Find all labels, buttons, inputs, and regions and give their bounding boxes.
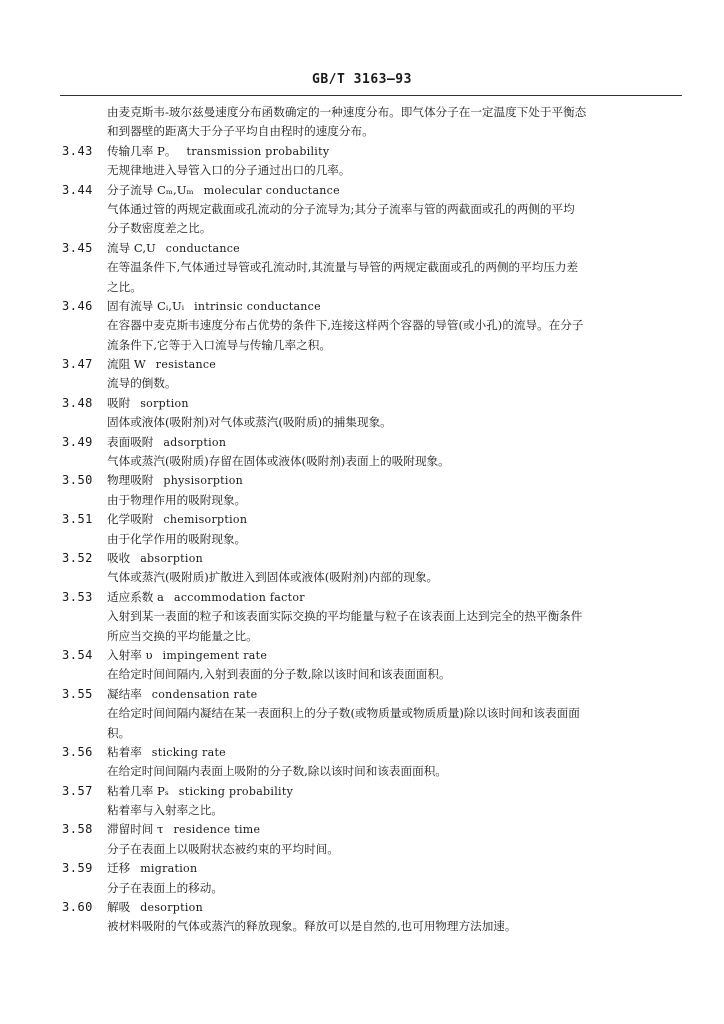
definition-text: 入射到某一表面的粒子和该表面实际交换的平均能量与粒子在该表面上达到完全的热平衡条件 [107, 609, 583, 624]
definition-text: 之比。 [107, 279, 142, 294]
term-heading [107, 859, 197, 878]
definition-text: 无规律地进入导管入口的分子通过出口的几率。 [107, 163, 351, 178]
term-number: 3.54 [62, 647, 93, 662]
term-chinese: 解吸 [107, 900, 131, 915]
term-entry [0, 859, 724, 878]
term-entry [0, 820, 724, 839]
definition-line [0, 374, 724, 393]
term-heading [107, 685, 258, 704]
term-heading [107, 898, 203, 917]
document-body [0, 103, 724, 937]
definition-text: 流条件下,它等于入口流导与传输几率之积。 [107, 337, 331, 352]
term-english: molecular conductance [203, 183, 340, 197]
continuation-text: 和到器壁的距离大于分子平均自由程时的速度分布。 [107, 124, 374, 139]
term-number: 3.43 [62, 143, 93, 158]
term-number: 3.47 [62, 357, 93, 372]
term-chinese: 凝结率 [107, 686, 142, 701]
term-english: intrinsic conductance [194, 299, 321, 313]
continuation-line [0, 103, 724, 122]
term-entry [0, 239, 724, 258]
term-chinese: 入射率 υ [107, 647, 153, 662]
term-chinese: 化学吸附 [107, 512, 154, 527]
definition-text: 分子数密度差之比。 [107, 221, 212, 236]
term-english: residence time [173, 823, 261, 837]
term-number: 3.60 [62, 900, 93, 915]
definition-line [0, 161, 724, 180]
term-english: chemisorption [163, 513, 248, 527]
term-heading [107, 820, 260, 839]
header-rule [60, 95, 682, 96]
definition-line [0, 665, 724, 684]
definition-text: 流导的倒数。 [107, 376, 177, 391]
term-heading [107, 297, 321, 316]
term-english: adsorption [163, 435, 227, 449]
term-heading [107, 181, 340, 200]
definition-line [0, 452, 724, 471]
continuation-line [0, 122, 724, 141]
term-entry [0, 297, 724, 316]
definition-line [0, 607, 724, 626]
definition-text: 在等温条件下,气体通过导管或孔流动时,其流量与导管的两规定截面或孔的两侧的平均压力差 [107, 260, 579, 275]
definition-text: 所应当交换的平均能量之比。 [107, 628, 258, 643]
term-english: condensation rate [151, 687, 258, 701]
definition-text: 粘着率与入射率之比。 [107, 803, 223, 818]
definition-text: 在容器中麦克斯韦速度分布占优势的条件下,连接这样两个容器的导管(或小孔)的流导。在分子 [107, 318, 584, 333]
term-heading [107, 743, 226, 762]
definition-line [0, 762, 724, 781]
term-chinese: 滞留时间 τ [107, 822, 164, 837]
term-english: migration [140, 862, 198, 876]
definition-text: 在给定时间间隔内表面上吸附的分子数,除以该时间和该表面面积。 [107, 764, 447, 779]
definition-line [0, 258, 724, 277]
definition-text: 在给定时间间隔内凝结在某一表面积上的分子数(或物质量或物质质量)除以该时间和该表面面 [107, 706, 580, 721]
definition-text: 分子在表面上的移动。 [107, 880, 223, 895]
term-chinese: 分子流导 Cₘ,Uₘ [107, 182, 194, 197]
term-entry [0, 549, 724, 568]
term-chinese: 流导 C,U [107, 240, 156, 255]
term-chinese: 迁移 [107, 861, 131, 876]
definition-line [0, 704, 724, 723]
term-heading [107, 588, 305, 607]
definition-line [0, 278, 724, 297]
term-heading [107, 355, 216, 374]
definition-line [0, 568, 724, 587]
term-entry [0, 782, 724, 801]
term-heading [107, 239, 240, 258]
definition-line [0, 336, 724, 355]
definition-text: 在给定时间间隔内,入射到表面的分子数,除以该时间和该表面面积。 [107, 667, 451, 682]
term-english: absorption [140, 551, 204, 565]
term-entry [0, 142, 724, 161]
definition-line [0, 724, 724, 743]
term-number: 3.49 [62, 434, 93, 449]
term-entry [0, 743, 724, 762]
term-number: 3.53 [62, 589, 93, 604]
term-chinese: 吸收 [107, 550, 131, 565]
term-entry [0, 685, 724, 704]
definition-line [0, 917, 724, 936]
page-header: GB/T 3163—93 [312, 72, 412, 87]
definition-text: 分子在表面上以吸附状态被约束的平均时间。 [107, 841, 339, 856]
term-heading [107, 549, 203, 568]
term-entry [0, 898, 724, 917]
term-number: 3.51 [62, 512, 93, 527]
term-number: 3.45 [62, 240, 93, 255]
term-english: sorption [140, 396, 189, 410]
definition-line [0, 491, 724, 510]
term-number: 3.57 [62, 783, 93, 798]
definition-text: 由于物理作用的吸附现象。 [107, 492, 247, 507]
term-chinese: 吸附 [107, 395, 131, 410]
term-entry [0, 394, 724, 413]
term-number: 3.56 [62, 744, 93, 759]
term-chinese: 适应系数 a [107, 589, 164, 604]
definition-line [0, 413, 724, 432]
term-english: desorption [140, 901, 203, 915]
term-heading [107, 394, 189, 413]
term-number: 3.58 [62, 822, 93, 837]
definition-line [0, 840, 724, 859]
definition-text: 气体通过管的两规定截面或孔流动的分子流导为;其分子流率与管的两截面或孔的两侧的平均 [107, 201, 575, 216]
term-chinese: 固有流导 Cᵢ,Uᵢ [107, 298, 185, 313]
term-entry [0, 471, 724, 490]
definition-line [0, 879, 724, 898]
term-entry [0, 433, 724, 452]
term-entry [0, 646, 724, 665]
term-heading [107, 142, 329, 161]
definition-line [0, 200, 724, 219]
term-number: 3.46 [62, 298, 93, 313]
term-entry [0, 510, 724, 529]
term-heading [107, 646, 267, 665]
definition-line [0, 316, 724, 335]
term-heading [107, 471, 243, 490]
definition-text: 固体或液体(吸附剂)对气体或蒸汽(吸附质)的捕集现象。 [107, 415, 392, 430]
term-english: conductance [165, 241, 240, 255]
term-chinese: 粘着率 [107, 744, 142, 759]
term-heading [107, 510, 247, 529]
term-entry [0, 588, 724, 607]
term-english: accommodation factor [173, 590, 305, 604]
definition-text: 积。 [107, 725, 131, 740]
definition-line [0, 530, 724, 549]
term-english: resistance [155, 358, 217, 372]
definition-text: 由于化学作用的吸附现象。 [107, 531, 247, 546]
definition-line [0, 219, 724, 238]
term-english: sticking probability [178, 784, 294, 798]
term-entry [0, 181, 724, 200]
definition-text: 气体或蒸汽(吸附质)扩散进入到固体或液体(吸附剂)内部的现象。 [107, 570, 439, 585]
term-chinese: 传输几率 P。 [107, 143, 177, 158]
term-number: 3.59 [62, 861, 93, 876]
term-english: physisorption [163, 474, 244, 488]
term-number: 3.44 [62, 182, 93, 197]
term-number: 3.52 [62, 550, 93, 565]
term-english: transmission probability [186, 144, 330, 158]
definition-text: 被材料吸附的气体或蒸汽的释放现象。释放可以是自然的,也可用物理方法加速。 [107, 919, 517, 934]
term-number: 3.50 [62, 473, 93, 488]
definition-text: 气体或蒸汽(吸附质)存留在固体或液体(吸附剂)表面上的吸附现象。 [107, 454, 450, 469]
definition-line [0, 801, 724, 820]
term-entry [0, 355, 724, 374]
term-english: sticking rate [151, 745, 226, 759]
term-chinese: 粘着几率 Pₛ [107, 783, 169, 798]
term-chinese: 物理吸附 [107, 473, 154, 488]
continuation-text: 由麦克斯韦-玻尔兹曼速度分布函数确定的一种速度分布。即气体分子在一定温度下处于平衡态 [107, 105, 587, 119]
definition-line [0, 627, 724, 646]
term-number: 3.48 [62, 395, 93, 410]
term-number: 3.55 [62, 686, 93, 701]
term-heading [107, 782, 293, 801]
term-heading [107, 433, 226, 452]
term-english: impingement rate [162, 648, 268, 662]
term-chinese: 表面吸附 [107, 434, 154, 449]
term-chinese: 流阻 W [107, 357, 146, 372]
